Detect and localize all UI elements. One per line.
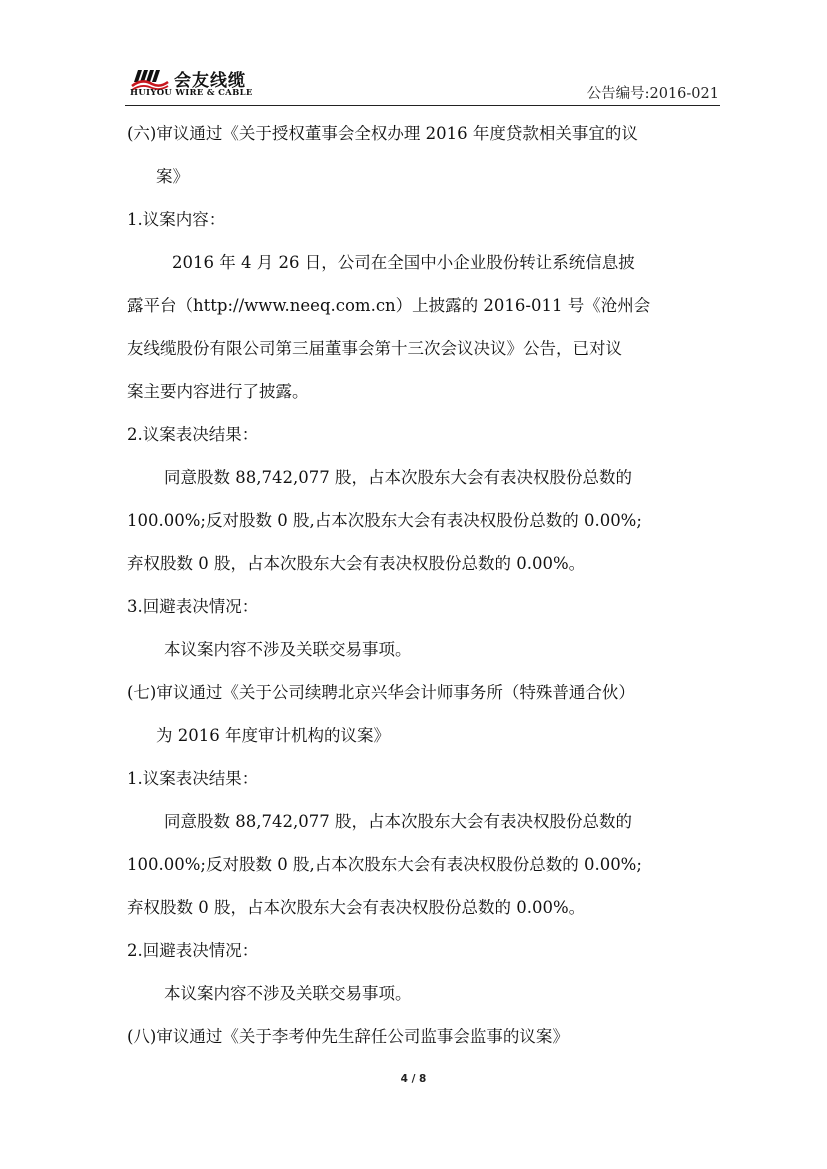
item6-content-line2: 露平台（http://www.neeq.com.cn）上披露的 2016-011 号《沧州会 <box>127 296 651 315</box>
announcement-number: 公告编号:2016-021 <box>586 86 719 102</box>
item7-vote-line3: 弃权股数 0 股，占本次股东大会有表决权股份总数的 0.00%。 <box>127 898 586 917</box>
item7-title-line1: (七)审议通过《关于公司续聘北京兴华会计师事务所（特殊普通合伙） <box>127 683 635 702</box>
item6-vote-line2: 100.00%;反对股数 0 股,占本次股东大会有表决权股份总数的 0.00%; <box>127 511 642 530</box>
logo-chinese-text: 会友线缆 <box>174 71 246 91</box>
item8-title: (八)审议通过《关于李考仲先生辞任公司监事会监事的议案》 <box>127 1027 569 1046</box>
item6-content-line3: 友线缆股份有限公司第三届董事会第十三次会议决议》公告，已对议 <box>127 339 622 358</box>
item6-vote-line3: 弃权股数 0 股，占本次股东大会有表决权股份总数的 0.00%。 <box>127 554 586 573</box>
item7-avoid-text: 本议案内容不涉及关联交易事项。 <box>164 984 412 1003</box>
item6-vote-heading: 2.议案表决结果： <box>127 425 259 444</box>
item6-title-line1: (六)审议通过《关于授权董事会全权办理 2016 年度贷款相关事宜的议 <box>127 124 638 143</box>
header-divider <box>125 105 720 106</box>
item6-avoid-heading: 3.回避表决情况： <box>127 597 259 616</box>
item7-vote-heading: 1.议案表决结果： <box>127 769 259 788</box>
item6-vote-line1: 同意股数 88,742,077 股，占本次股东大会有表决权股份总数的 <box>164 468 632 487</box>
item7-avoid-heading: 2.回避表决情况： <box>127 941 259 960</box>
item6-avoid-text: 本议案内容不涉及关联交易事项。 <box>164 640 412 659</box>
page-number: 4 / 8 <box>400 1073 427 1085</box>
item6-title-line2: 案》 <box>156 167 189 186</box>
logo-english-text: HUIYOU WIRE & CABLE <box>130 88 253 98</box>
item6-content-line4: 案主要内容进行了披露。 <box>127 382 309 401</box>
item6-content-heading: 1.议案内容： <box>127 210 226 229</box>
item6-content-line1: 2016 年 4 月 26 日，公司在全国中小企业股份转让系统信息披 <box>172 253 635 272</box>
item7-vote-line2: 100.00%;反对股数 0 股,占本次股东大会有表决权股份总数的 0.00%; <box>127 855 642 874</box>
item7-title-line2: 为 2016 年度审计机构的议案》 <box>156 726 390 745</box>
company-logo <box>130 68 290 100</box>
item7-vote-line1: 同意股数 88,742,077 股，占本次股东大会有表决权股份总数的 <box>164 812 632 831</box>
